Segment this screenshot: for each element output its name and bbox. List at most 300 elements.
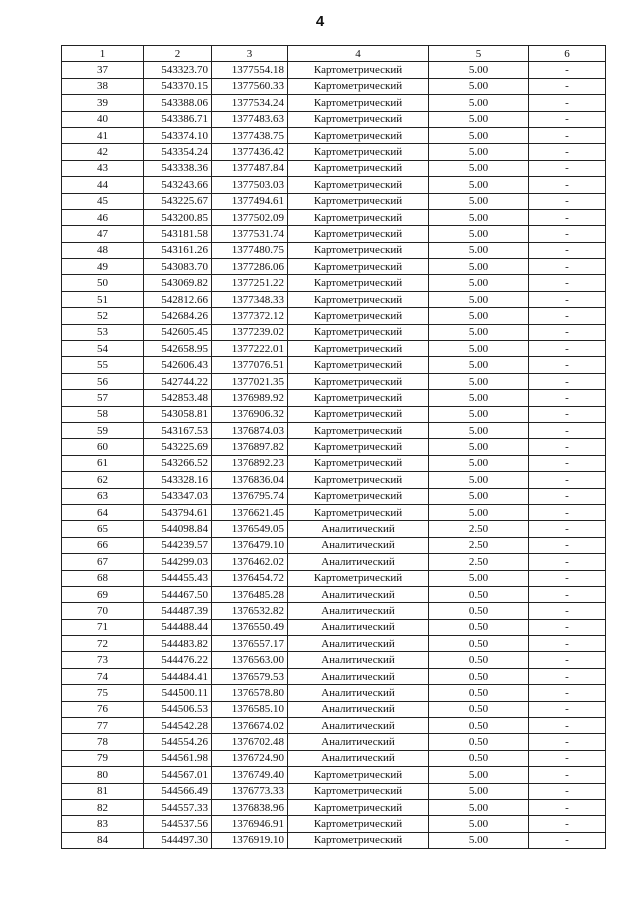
table-row [62,783,606,799]
x-coordinate-cell: 543328.16 [144,472,212,488]
y-coordinate-cell: 1376550.49 [212,619,288,635]
accuracy-cell: 5.00 [429,488,529,504]
accuracy-cell: 5.00 [429,390,529,406]
table-row [62,259,606,275]
point-number-cell: 75 [62,685,144,701]
y-coordinate-cell: 1376549.05 [212,521,288,537]
accuracy-cell: 5.00 [429,422,529,438]
method-cell: Картометрический [288,783,429,799]
table-row [62,177,606,193]
y-coordinate-cell: 1377494.61 [212,193,288,209]
table-row [62,603,606,619]
accuracy-cell: 2.50 [429,521,529,537]
table-row [62,406,606,422]
column-header-2: 2 [144,46,212,62]
accuracy-cell: 5.00 [429,816,529,832]
accuracy-cell: 5.00 [429,160,529,176]
method-cell: Аналитический [288,636,429,652]
point-number-cell: 39 [62,95,144,111]
note-cell: - [529,226,606,242]
accuracy-cell: 5.00 [429,193,529,209]
note-cell: - [529,390,606,406]
table-row [62,734,606,750]
y-coordinate-cell: 1376906.32 [212,406,288,422]
table-row [62,422,606,438]
method-cell: Картометрический [288,439,429,455]
method-cell: Картометрический [288,193,429,209]
accuracy-cell: 5.00 [429,177,529,193]
y-coordinate-cell: 1377251.22 [212,275,288,291]
table-row [62,242,606,258]
accuracy-cell: 0.50 [429,734,529,750]
method-cell: Картометрический [288,95,429,111]
table-row [62,570,606,586]
note-cell: - [529,144,606,160]
x-coordinate-cell: 544487.39 [144,603,212,619]
note-cell: - [529,652,606,668]
y-coordinate-cell: 1376674.02 [212,718,288,734]
x-coordinate-cell: 543388.06 [144,95,212,111]
note-cell: - [529,750,606,766]
note-cell: - [529,308,606,324]
point-number-cell: 81 [62,783,144,799]
x-coordinate-cell: 544567.01 [144,767,212,783]
note-cell: - [529,160,606,176]
table-row [62,652,606,668]
accuracy-cell: 5.00 [429,308,529,324]
point-number-cell: 46 [62,209,144,225]
point-number-cell: 57 [62,390,144,406]
table-row [62,767,606,783]
y-coordinate-cell: 1377076.51 [212,357,288,373]
method-cell: Картометрический [288,504,429,520]
table-row [62,488,606,504]
method-cell: Картометрический [288,341,429,357]
y-coordinate-cell: 1376702.48 [212,734,288,750]
method-cell: Картометрический [288,111,429,127]
point-number-cell: 50 [62,275,144,291]
accuracy-cell: 5.00 [429,472,529,488]
point-number-cell: 44 [62,177,144,193]
method-cell: Аналитический [288,619,429,635]
note-cell: - [529,832,606,848]
note-cell: - [529,521,606,537]
point-number-cell: 67 [62,554,144,570]
header-row [62,46,606,62]
x-coordinate-cell: 542812.66 [144,291,212,307]
table-row [62,373,606,389]
table-row [62,521,606,537]
point-number-cell: 63 [62,488,144,504]
table-row [62,324,606,340]
note-cell: - [529,586,606,602]
x-coordinate-cell: 544542.28 [144,718,212,734]
y-coordinate-cell: 1377438.75 [212,127,288,143]
note-cell: - [529,570,606,586]
column-header-5: 5 [429,46,529,62]
x-coordinate-cell: 544484.41 [144,668,212,684]
y-coordinate-cell: 1377560.33 [212,78,288,94]
table-row [62,209,606,225]
point-number-cell: 56 [62,373,144,389]
x-coordinate-cell: 542658.95 [144,341,212,357]
note-cell: - [529,554,606,570]
note-cell: - [529,259,606,275]
table-row [62,554,606,570]
x-coordinate-cell: 544561.98 [144,750,212,766]
point-number-cell: 68 [62,570,144,586]
y-coordinate-cell: 1377436.42 [212,144,288,160]
method-cell: Аналитический [288,603,429,619]
note-cell: - [529,455,606,471]
y-coordinate-cell: 1376479.10 [212,537,288,553]
point-number-cell: 52 [62,308,144,324]
table-body [62,62,606,849]
accuracy-cell: 5.00 [429,357,529,373]
method-cell: Картометрический [288,177,429,193]
point-number-cell: 51 [62,291,144,307]
x-coordinate-cell: 543167.53 [144,422,212,438]
accuracy-cell: 0.50 [429,603,529,619]
x-coordinate-cell: 544239.57 [144,537,212,553]
accuracy-cell: 5.00 [429,111,529,127]
table-row [62,832,606,848]
method-cell: Картометрический [288,78,429,94]
x-coordinate-cell: 543225.67 [144,193,212,209]
accuracy-cell: 5.00 [429,259,529,275]
column-header-1: 1 [62,46,144,62]
point-number-cell: 45 [62,193,144,209]
accuracy-cell: 5.00 [429,291,529,307]
table-row [62,685,606,701]
point-number-cell: 42 [62,144,144,160]
note-cell: - [529,799,606,815]
note-cell: - [529,95,606,111]
y-coordinate-cell: 1376578.80 [212,685,288,701]
method-cell: Картометрический [288,767,429,783]
y-coordinate-cell: 1376585.10 [212,701,288,717]
x-coordinate-cell: 542684.26 [144,308,212,324]
note-cell: - [529,701,606,717]
x-coordinate-cell: 543374.10 [144,127,212,143]
accuracy-cell: 5.00 [429,209,529,225]
x-coordinate-cell: 542853.48 [144,390,212,406]
x-coordinate-cell: 542606.43 [144,357,212,373]
accuracy-cell: 0.50 [429,636,529,652]
note-cell: - [529,488,606,504]
x-coordinate-cell: 543243.66 [144,177,212,193]
accuracy-cell: 0.50 [429,586,529,602]
point-number-cell: 84 [62,832,144,848]
point-number-cell: 54 [62,341,144,357]
method-cell: Аналитический [288,586,429,602]
y-coordinate-cell: 1376946.91 [212,816,288,832]
method-cell: Картометрический [288,291,429,307]
table-row [62,439,606,455]
point-number-cell: 82 [62,799,144,815]
point-number-cell: 60 [62,439,144,455]
accuracy-cell: 5.00 [429,127,529,143]
y-coordinate-cell: 1377286.06 [212,259,288,275]
note-cell: - [529,78,606,94]
table-row [62,668,606,684]
method-cell: Картометрический [288,357,429,373]
column-header-3: 3 [212,46,288,62]
y-coordinate-cell: 1376579.53 [212,668,288,684]
note-cell: - [529,685,606,701]
point-number-cell: 76 [62,701,144,717]
point-number-cell: 41 [62,127,144,143]
point-number-cell: 78 [62,734,144,750]
table-row [62,62,606,78]
accuracy-cell: 0.50 [429,668,529,684]
accuracy-cell: 5.00 [429,275,529,291]
note-cell: - [529,127,606,143]
x-coordinate-cell: 543347.03 [144,488,212,504]
note-cell: - [529,619,606,635]
x-coordinate-cell: 544557.33 [144,799,212,815]
note-cell: - [529,816,606,832]
accuracy-cell: 5.00 [429,341,529,357]
y-coordinate-cell: 1377531.74 [212,226,288,242]
column-header-6: 6 [529,46,606,62]
point-number-cell: 77 [62,718,144,734]
method-cell: Картометрический [288,209,429,225]
point-number-cell: 59 [62,422,144,438]
point-number-cell: 80 [62,767,144,783]
accuracy-cell: 5.00 [429,504,529,520]
y-coordinate-cell: 1376462.02 [212,554,288,570]
table-row [62,718,606,734]
table-header [62,46,606,62]
method-cell: Аналитический [288,718,429,734]
method-cell: Картометрический [288,390,429,406]
y-coordinate-cell: 1376724.90 [212,750,288,766]
note-cell: - [529,636,606,652]
method-cell: Картометрический [288,259,429,275]
table-row [62,111,606,127]
table-row [62,799,606,815]
note-cell: - [529,357,606,373]
y-coordinate-cell: 1377348.33 [212,291,288,307]
method-cell: Картометрический [288,455,429,471]
accuracy-cell: 5.00 [429,439,529,455]
method-cell: Аналитический [288,734,429,750]
table-row [62,308,606,324]
point-number-cell: 73 [62,652,144,668]
y-coordinate-cell: 1377554.18 [212,62,288,78]
x-coordinate-cell: 543225.69 [144,439,212,455]
point-number-cell: 79 [62,750,144,766]
method-cell: Картометрический [288,488,429,504]
point-number-cell: 48 [62,242,144,258]
method-cell: Картометрический [288,275,429,291]
y-coordinate-cell: 1376838.96 [212,799,288,815]
note-cell: - [529,324,606,340]
accuracy-cell: 5.00 [429,62,529,78]
x-coordinate-cell: 543794.61 [144,504,212,520]
method-cell: Картометрический [288,832,429,848]
method-cell: Картометрический [288,324,429,340]
table-row [62,586,606,602]
note-cell: - [529,242,606,258]
accuracy-cell: 0.50 [429,619,529,635]
table-row [62,291,606,307]
y-coordinate-cell: 1377483.63 [212,111,288,127]
table-row [62,701,606,717]
table-row [62,750,606,766]
y-coordinate-cell: 1376563.00 [212,652,288,668]
note-cell: - [529,373,606,389]
note-cell: - [529,209,606,225]
accuracy-cell: 0.50 [429,652,529,668]
y-coordinate-cell: 1377534.24 [212,95,288,111]
x-coordinate-cell: 544455.43 [144,570,212,586]
accuracy-cell: 5.00 [429,406,529,422]
table-row [62,226,606,242]
page-number: 4 [315,13,325,30]
x-coordinate-cell: 543058.81 [144,406,212,422]
point-number-cell: 72 [62,636,144,652]
method-cell: Картометрический [288,127,429,143]
note-cell: - [529,504,606,520]
accuracy-cell: 5.00 [429,455,529,471]
y-coordinate-cell: 1376897.82 [212,439,288,455]
point-number-cell: 74 [62,668,144,684]
table-row [62,193,606,209]
note-cell: - [529,718,606,734]
point-number-cell: 71 [62,619,144,635]
y-coordinate-cell: 1377480.75 [212,242,288,258]
method-cell: Картометрический [288,226,429,242]
method-cell: Аналитический [288,668,429,684]
accuracy-cell: 5.00 [429,767,529,783]
method-cell: Аналитический [288,701,429,717]
x-coordinate-cell: 544497.30 [144,832,212,848]
x-coordinate-cell: 544098.84 [144,521,212,537]
x-coordinate-cell: 543181.58 [144,226,212,242]
table-row [62,127,606,143]
y-coordinate-cell: 1376749.40 [212,767,288,783]
table-row [62,816,606,832]
note-cell: - [529,472,606,488]
x-coordinate-cell: 542605.45 [144,324,212,340]
x-coordinate-cell: 542744.22 [144,373,212,389]
y-coordinate-cell: 1376795.74 [212,488,288,504]
method-cell: Аналитический [288,554,429,570]
table-row [62,636,606,652]
method-cell: Картометрический [288,308,429,324]
accuracy-cell: 5.00 [429,783,529,799]
x-coordinate-cell: 543266.52 [144,455,212,471]
point-number-cell: 61 [62,455,144,471]
table-row [62,504,606,520]
accuracy-cell: 0.50 [429,750,529,766]
table-row [62,144,606,160]
table-row [62,537,606,553]
point-number-cell: 40 [62,111,144,127]
x-coordinate-cell: 543354.24 [144,144,212,160]
y-coordinate-cell: 1377222.01 [212,341,288,357]
point-number-cell: 49 [62,259,144,275]
note-cell: - [529,275,606,291]
point-number-cell: 65 [62,521,144,537]
method-cell: Картометрический [288,422,429,438]
x-coordinate-cell: 544299.03 [144,554,212,570]
point-number-cell: 66 [62,537,144,553]
accuracy-cell: 5.00 [429,226,529,242]
method-cell: Картометрический [288,472,429,488]
table-row [62,455,606,471]
y-coordinate-cell: 1377502.09 [212,209,288,225]
x-coordinate-cell: 543370.15 [144,78,212,94]
y-coordinate-cell: 1376454.72 [212,570,288,586]
note-cell: - [529,193,606,209]
accuracy-cell: 0.50 [429,718,529,734]
coordinates-table [61,45,606,849]
point-number-cell: 53 [62,324,144,340]
point-number-cell: 43 [62,160,144,176]
point-number-cell: 58 [62,406,144,422]
accuracy-cell: 2.50 [429,537,529,553]
column-header-4: 4 [288,46,429,62]
y-coordinate-cell: 1377503.03 [212,177,288,193]
point-number-cell: 69 [62,586,144,602]
note-cell: - [529,439,606,455]
method-cell: Картометрический [288,373,429,389]
y-coordinate-cell: 1376892.23 [212,455,288,471]
x-coordinate-cell: 544500.11 [144,685,212,701]
method-cell: Аналитический [288,652,429,668]
method-cell: Аналитический [288,521,429,537]
y-coordinate-cell: 1376874.03 [212,422,288,438]
point-number-cell: 83 [62,816,144,832]
note-cell: - [529,177,606,193]
note-cell: - [529,291,606,307]
accuracy-cell: 5.00 [429,832,529,848]
accuracy-cell: 5.00 [429,95,529,111]
y-coordinate-cell: 1377487.84 [212,160,288,176]
x-coordinate-cell: 543161.26 [144,242,212,258]
note-cell: - [529,406,606,422]
y-coordinate-cell: 1376557.17 [212,636,288,652]
accuracy-cell: 5.00 [429,144,529,160]
method-cell: Картометрический [288,160,429,176]
note-cell: - [529,537,606,553]
y-coordinate-cell: 1377021.35 [212,373,288,389]
accuracy-cell: 5.00 [429,799,529,815]
table-row [62,160,606,176]
note-cell: - [529,62,606,78]
y-coordinate-cell: 1376919.10 [212,832,288,848]
note-cell: - [529,734,606,750]
x-coordinate-cell: 544537.56 [144,816,212,832]
note-cell: - [529,668,606,684]
x-coordinate-cell: 544566.49 [144,783,212,799]
x-coordinate-cell: 544506.53 [144,701,212,717]
point-number-cell: 62 [62,472,144,488]
method-cell: Картометрический [288,816,429,832]
accuracy-cell: 5.00 [429,373,529,389]
table-row [62,390,606,406]
accuracy-cell: 5.00 [429,242,529,258]
table-row [62,275,606,291]
x-coordinate-cell: 544554.26 [144,734,212,750]
note-cell: - [529,341,606,357]
method-cell: Картометрический [288,242,429,258]
accuracy-cell: 0.50 [429,685,529,701]
y-coordinate-cell: 1377372.12 [212,308,288,324]
